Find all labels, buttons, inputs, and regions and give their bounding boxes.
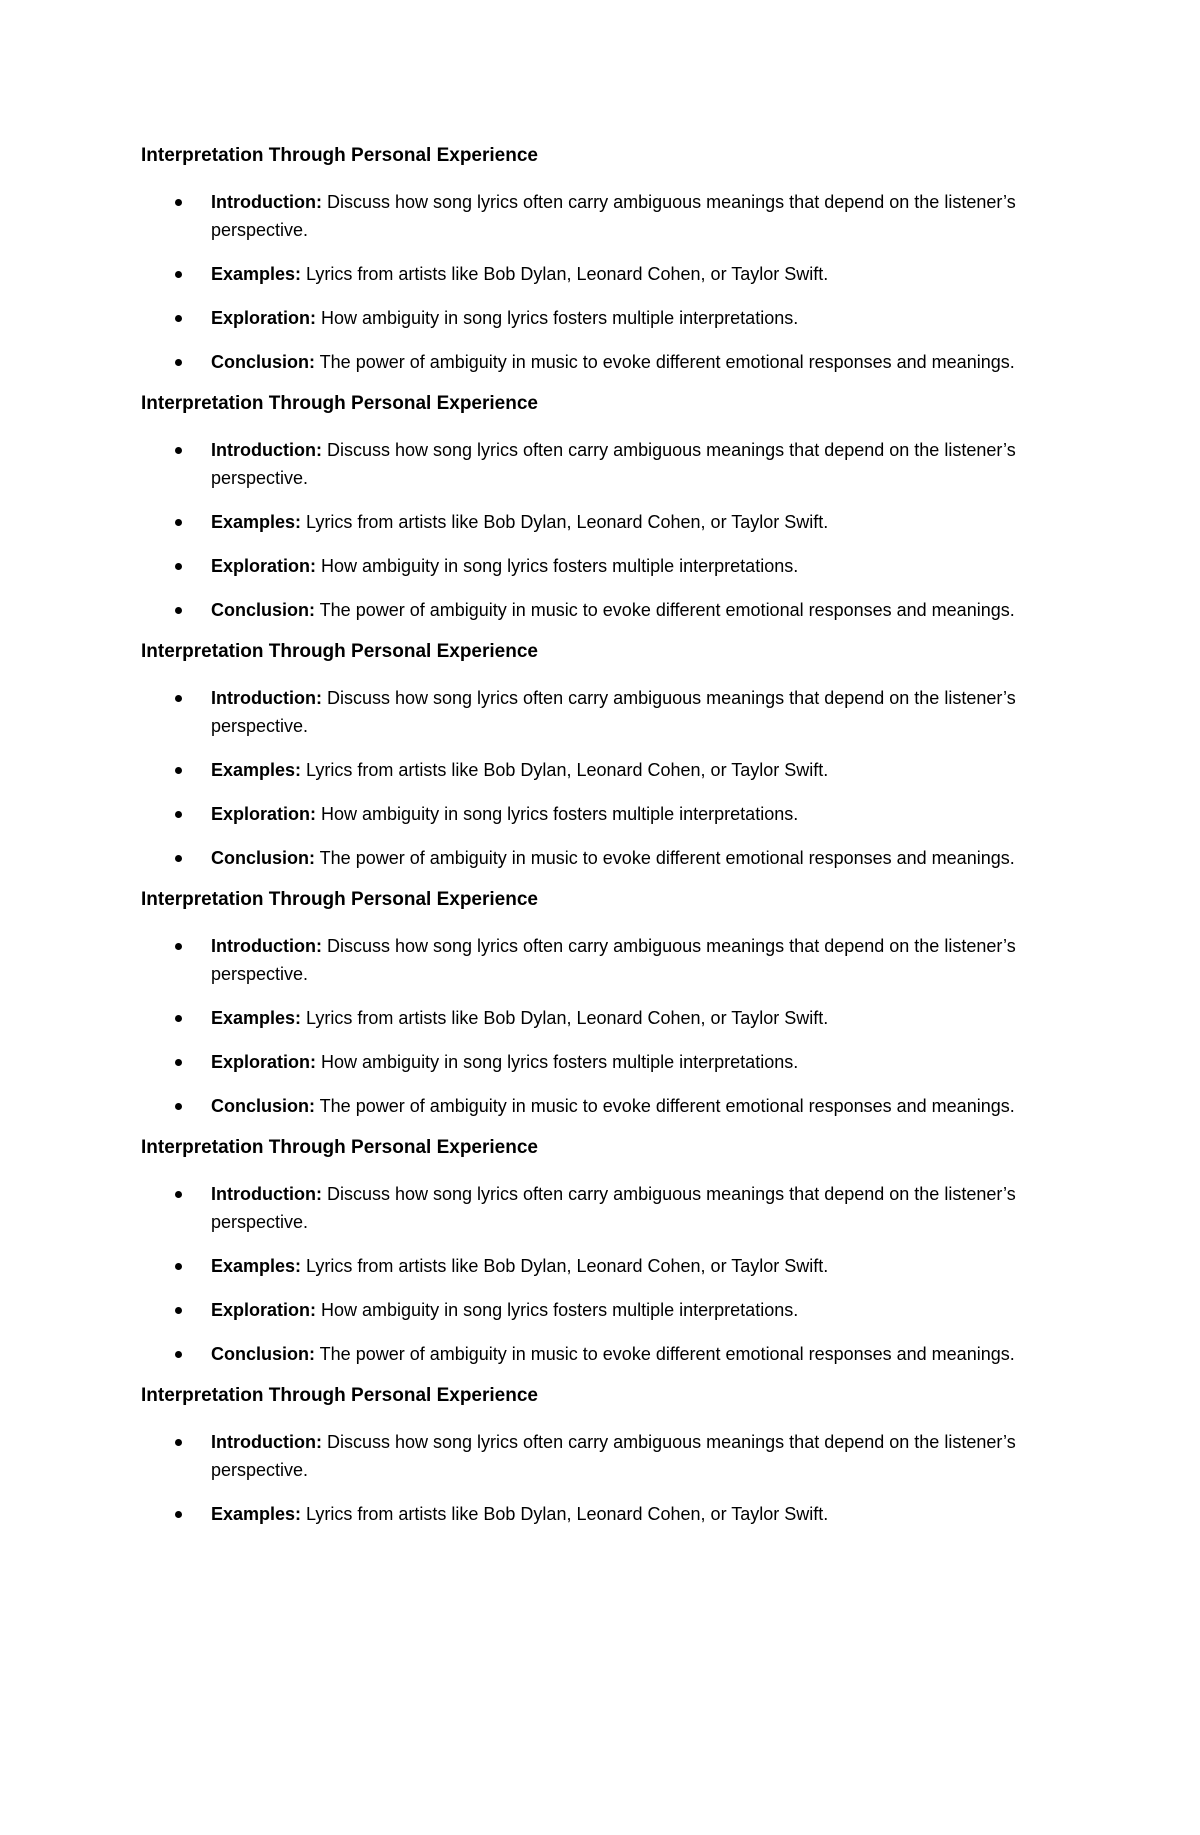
bullet-item xyxy=(141,1092,1081,1120)
bullet-label: Conclusion: xyxy=(211,600,315,620)
bullet-text: The power of ambiguity in music to evoke different emotional responses and meanings. xyxy=(315,352,1015,372)
bullet-label: Introduction: xyxy=(211,440,322,460)
bullet-list xyxy=(141,932,1200,1120)
section-heading: Interpretation Through Personal Experience xyxy=(141,889,538,910)
bullet-label: Conclusion: xyxy=(211,1096,315,1116)
bullet-item xyxy=(141,800,1081,828)
bullet-text: Lyrics from artists like Bob Dylan, Leonard Cohen, or Taylor Swift. xyxy=(301,512,829,532)
bullet-item xyxy=(141,1048,1081,1076)
bullet-label: Introduction: xyxy=(211,688,322,708)
bullet-text: Lyrics from artists like Bob Dylan, Leonard Cohen, or Taylor Swift. xyxy=(301,1008,829,1028)
bullet-item xyxy=(141,260,1081,288)
bullet-item xyxy=(141,1180,1081,1236)
section-heading: Interpretation Through Personal Experience xyxy=(141,641,538,662)
bullet-list xyxy=(141,1428,1200,1528)
bullet-text: How ambiguity in song lyrics fosters multiple interpretations. xyxy=(316,804,799,824)
bullet-item xyxy=(141,1428,1081,1484)
bullet-item xyxy=(141,348,1081,376)
bullet-item xyxy=(141,1296,1081,1324)
bullet-item xyxy=(141,756,1081,784)
outline-section xyxy=(141,1136,1200,1368)
bullet-text: Lyrics from artists like Bob Dylan, Leonard Cohen, or Taylor Swift. xyxy=(301,264,829,284)
bullet-label: Examples: xyxy=(211,512,302,532)
bullet-label: Examples: xyxy=(211,1256,302,1276)
bullet-text: Lyrics from artists like Bob Dylan, Leonard Cohen, or Taylor Swift. xyxy=(301,1504,829,1524)
outline-section xyxy=(141,392,1200,624)
bullet-label: Examples: xyxy=(211,760,302,780)
bullet-item xyxy=(141,844,1081,872)
bullet-text: How ambiguity in song lyrics fosters multiple interpretations. xyxy=(316,1300,799,1320)
bullet-label: Examples: xyxy=(211,1504,302,1524)
bullet-item xyxy=(141,684,1081,740)
bullet-text: Lyrics from artists like Bob Dylan, Leonard Cohen, or Taylor Swift. xyxy=(301,1256,829,1276)
bullet-item xyxy=(141,552,1081,580)
bullet-label: Exploration: xyxy=(211,308,317,328)
bullet-text: Discuss how song lyrics often carry ambiguous meanings that depend on the listener’s perspective. xyxy=(211,192,1016,240)
bullet-item xyxy=(141,508,1081,536)
bullet-list xyxy=(141,684,1200,872)
document-body xyxy=(141,144,1200,1528)
bullet-label: Introduction: xyxy=(211,1432,322,1452)
bullet-label: Exploration: xyxy=(211,1052,317,1072)
bullet-label: Conclusion: xyxy=(211,352,315,372)
bullet-text: Discuss how song lyrics often carry ambiguous meanings that depend on the listener’s perspective. xyxy=(211,440,1016,488)
bullet-item xyxy=(141,188,1081,244)
bullet-text: The power of ambiguity in music to evoke different emotional responses and meanings. xyxy=(315,1344,1015,1364)
outline-section xyxy=(141,144,1200,376)
section-heading: Interpretation Through Personal Experience xyxy=(141,1385,538,1406)
bullet-list xyxy=(141,188,1200,376)
bullet-item xyxy=(141,596,1081,624)
section-heading: Interpretation Through Personal Experience xyxy=(141,1137,538,1158)
bullet-label: Conclusion: xyxy=(211,1344,315,1364)
bullet-item xyxy=(141,1252,1081,1280)
section-heading: Interpretation Through Personal Experience xyxy=(141,145,538,166)
bullet-text: Discuss how song lyrics often carry ambiguous meanings that depend on the listener’s perspective. xyxy=(211,1184,1016,1232)
bullet-item xyxy=(141,1340,1081,1368)
bullet-label: Introduction: xyxy=(211,1184,322,1204)
outline-section xyxy=(141,1384,1200,1528)
bullet-label: Introduction: xyxy=(211,936,322,956)
bullet-label: Examples: xyxy=(211,1008,302,1028)
bullet-item xyxy=(141,932,1081,988)
bullet-text: Discuss how song lyrics often carry ambiguous meanings that depend on the listener’s perspective. xyxy=(211,936,1016,984)
bullet-text: How ambiguity in song lyrics fosters multiple interpretations. xyxy=(316,556,799,576)
bullet-label: Exploration: xyxy=(211,804,317,824)
bullet-label: Exploration: xyxy=(211,1300,317,1320)
bullet-item xyxy=(141,1004,1081,1032)
outline-section xyxy=(141,640,1200,872)
bullet-label: Conclusion: xyxy=(211,848,315,868)
bullet-item xyxy=(141,1500,1081,1528)
bullet-label: Exploration: xyxy=(211,556,317,576)
bullet-text: Discuss how song lyrics often carry ambiguous meanings that depend on the listener’s perspective. xyxy=(211,1432,1016,1480)
bullet-text: How ambiguity in song lyrics fosters multiple interpretations. xyxy=(316,1052,799,1072)
bullet-list xyxy=(141,436,1200,624)
bullet-label: Introduction: xyxy=(211,192,322,212)
bullet-text: The power of ambiguity in music to evoke different emotional responses and meanings. xyxy=(315,600,1015,620)
bullet-text: The power of ambiguity in music to evoke different emotional responses and meanings. xyxy=(315,848,1015,868)
bullet-text: How ambiguity in song lyrics fosters multiple interpretations. xyxy=(316,308,799,328)
bullet-text: Lyrics from artists like Bob Dylan, Leonard Cohen, or Taylor Swift. xyxy=(301,760,829,780)
bullet-list xyxy=(141,1180,1200,1368)
bullet-label: Examples: xyxy=(211,264,302,284)
section-heading: Interpretation Through Personal Experience xyxy=(141,393,538,414)
bullet-text: The power of ambiguity in music to evoke different emotional responses and meanings. xyxy=(315,1096,1015,1116)
bullet-text: Discuss how song lyrics often carry ambiguous meanings that depend on the listener’s perspective. xyxy=(211,688,1016,736)
bullet-item xyxy=(141,304,1081,332)
bullet-item xyxy=(141,436,1081,492)
outline-section xyxy=(141,888,1200,1120)
